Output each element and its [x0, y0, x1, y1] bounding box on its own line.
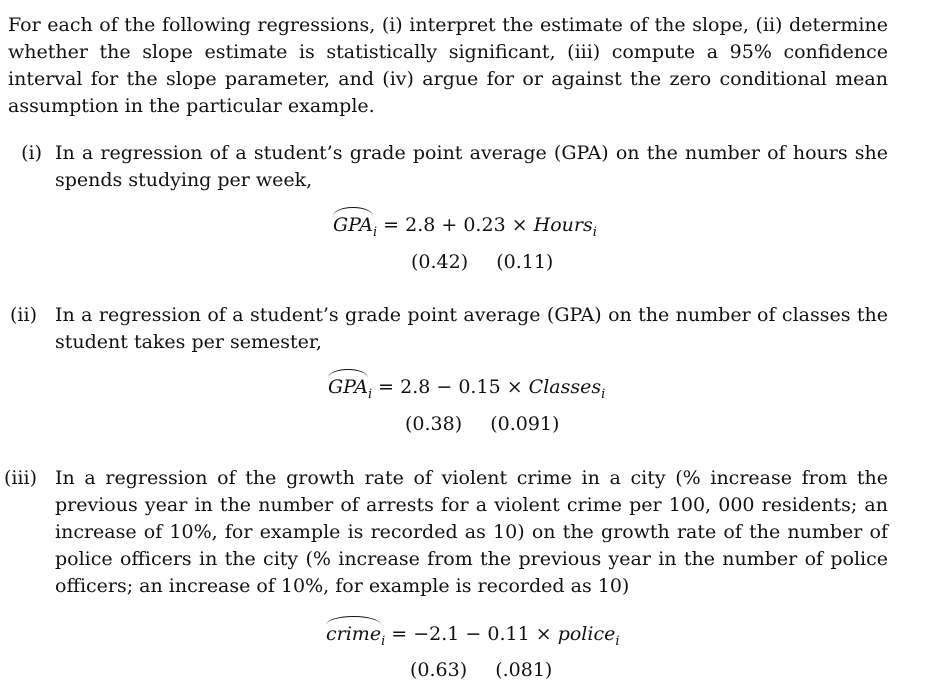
- regression-equation-3: [326, 623, 620, 649]
- item-description: In a regression of the growth rate of violent crime in a city (% increase from the previous year in the number of arrests for a violent crime per 100, 000 residents; an increase of 10%, for example is recorded as 10) on the growth rate of the number of police officers in the city (% increase from the previous year in the number of police officers; an increase of 10%, for example is recorded as 10): [55, 467, 888, 597]
- equation-regressor: Hours: [533, 214, 593, 236]
- equation-lhs-subscript: i: [372, 224, 378, 240]
- equation-regressor-subscript: i: [601, 386, 606, 402]
- standard-errors-1: [411, 251, 553, 273]
- item-label: (i): [21, 142, 42, 164]
- slope-standard-error: (0.11): [496, 251, 554, 273]
- equation-constant: = 2.8 − 0.15 ×: [378, 376, 523, 398]
- standard-errors-3: [410, 659, 552, 681]
- regression-equation-2: [328, 376, 605, 402]
- intercept-standard-error: (0.63): [410, 659, 468, 681]
- equation-regressor-subscript: i: [592, 224, 597, 240]
- item-description: In a regression of a student’s grade point average (GPA) on the number of classes the student takes per semester,: [55, 304, 888, 353]
- equation-lhs: GPA: [328, 376, 368, 398]
- intercept-standard-error: (0.42): [411, 251, 469, 273]
- standard-errors-2: [405, 413, 559, 435]
- intro-paragraph: For each of the following regressions, (i) interpret the estimate of the slope, (ii) determine whether the slope estimate is statistically significant, (iii) compute a 95% confidence interval for the slope parameter, and (iv) argue for or against the zero conditional mean assumption in the particular example.: [8, 14, 888, 117]
- equation-lhs-subscript: i: [381, 633, 386, 649]
- slope-standard-error: (.081): [495, 659, 553, 681]
- intercept-standard-error: (0.38): [405, 413, 463, 435]
- equation-regressor-subscript: i: [615, 633, 620, 649]
- equation-lhs-subscript: i: [367, 386, 373, 402]
- equation-lhs: crime: [326, 623, 382, 645]
- item-description: In a regression of a student’s grade point average (GPA) on the number of hours she spends studying per week,: [55, 142, 888, 191]
- equation-constant: = −2.1 − 0.11 ×: [391, 623, 552, 645]
- equation-constant: = 2.8 + 0.23 ×: [383, 214, 528, 236]
- equation-lhs: GPA: [333, 214, 373, 236]
- slope-standard-error: (0.091): [490, 413, 560, 435]
- item-label: (iii): [3, 467, 37, 489]
- equation-regressor: Classes: [528, 376, 602, 398]
- item-label: (ii): [10, 304, 37, 326]
- regression-equation-1: [333, 214, 597, 240]
- equation-regressor: police: [557, 623, 616, 645]
